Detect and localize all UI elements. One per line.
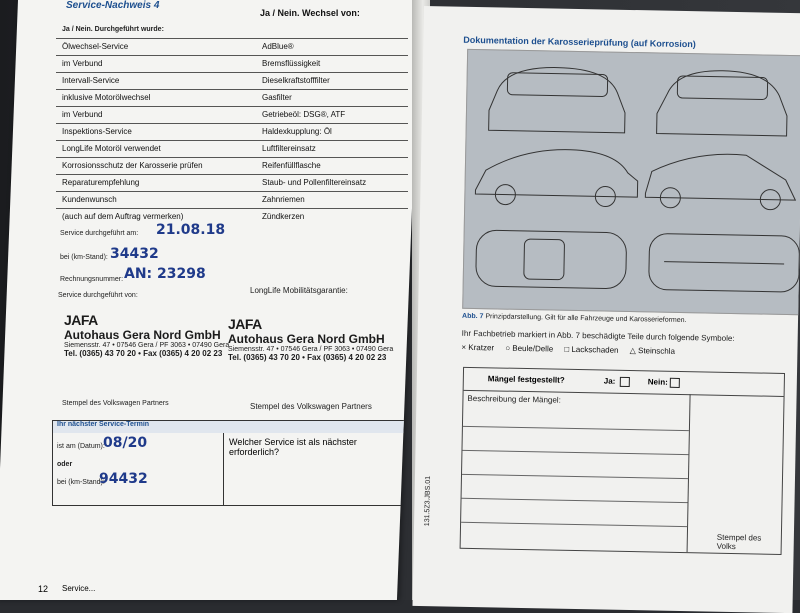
left-item: Ölwechsel-Service (62, 42, 129, 51)
dealer-stamp-right (228, 316, 393, 362)
legend-dent: ○ Beule/Delle (505, 343, 554, 354)
stamp-name-2: Autohaus Gera Nord GmbH (228, 332, 385, 346)
legend-stone: △ Steinschla (629, 346, 676, 356)
km-label: bei (km-Stand): (60, 254, 108, 261)
right-item: Dieselkraftstofffilter (262, 76, 330, 85)
description-line (463, 426, 689, 431)
page-number: 12 (38, 584, 49, 594)
next-service-box (52, 420, 410, 506)
car-outline-illustration (463, 50, 800, 314)
description-line (462, 450, 688, 455)
description-label: Beschreibung der Mängel: (467, 393, 561, 405)
next-km-value: 94432 (99, 471, 148, 487)
left-item: LongLife Motoröl verwendet (62, 144, 161, 153)
left-item: im Verbund (62, 59, 103, 68)
description-line (461, 522, 687, 527)
right-item: Getriebeöl: DSG®, ATF (262, 110, 346, 119)
header-left: Ja / Nein. Durchgeführt wurde: (62, 26, 164, 33)
service-date-value: 21.08.18 (156, 222, 226, 238)
figure-caption (462, 313, 687, 324)
right-item: Staub- und Pollenfiltereinsatz (262, 178, 367, 187)
right-item: Luftfiltereinsatz (262, 144, 316, 153)
left-item: im Verbund (62, 110, 103, 119)
description-line (462, 474, 688, 479)
km-value: 34432 (110, 246, 159, 262)
description-line (462, 498, 688, 503)
right-item: Zündkerzen (262, 212, 305, 221)
legend-intro: Ihr Fachbetrieb markiert in Abb. 7 beschädigte Teile durch folgende Symbole: (461, 328, 735, 344)
stamp-brand-2: JAFA (228, 316, 262, 332)
legend-symbols (461, 343, 675, 356)
left-item: Intervall-Service (62, 76, 120, 85)
invoice-value: AN: 23298 (124, 266, 206, 282)
right-item: AdBlue® (262, 42, 294, 51)
side-code: 131.5Z3.JBS.01 (424, 475, 432, 527)
stamp-address: Siemensstr. 47 • 07546 Gera / PF 3063 • 07490 Gera (64, 342, 230, 349)
next-service-question: Welcher Service ist als nächster erforderlich? (229, 437, 357, 457)
next-date-label: ist am (Datum): (57, 443, 105, 450)
stamp-name: Autohaus Gera Nord GmbH (64, 328, 221, 342)
right-item: Gasfilter (262, 93, 292, 102)
stamp-phone: Tel. (0365) 43 70 20 • Fax (0365) 4 20 02 23 (64, 349, 223, 358)
no-checkbox[interactable] (670, 378, 680, 388)
left-item: Korrosionsschutz der Karosserie prüfen (62, 161, 203, 170)
footer-text: Service... (62, 584, 96, 593)
car-diagram (462, 49, 800, 316)
right-item: Reifenfüllflasche (262, 161, 321, 170)
defects-box (460, 367, 785, 555)
invoice-label: Rechnungsnummer: (60, 276, 124, 283)
performed-by-label: Service durchgeführt von: (58, 292, 138, 299)
caption-label: Abb. 7 (461, 312, 484, 321)
left-item: Reparaturempfehlung (62, 178, 140, 187)
yes-label: Ja: (603, 376, 616, 386)
page-title: Service-Nachweis 4 (66, 0, 160, 11)
left-item: Kundenwunsch (62, 195, 117, 204)
yes-checkbox[interactable] (620, 377, 630, 387)
left-item: (auch auf dem Auftrag vermerken) (62, 212, 184, 221)
service-date-label: Service durchgeführt am: (60, 230, 139, 237)
defects-label: Mängel festgestellt? (487, 374, 565, 385)
legend-scratch: × Kratzer (461, 342, 495, 353)
defects-header (464, 368, 784, 397)
stamp-phone-2: Tel. (0365) 43 70 20 • Fax (0365) 4 20 02 23 (228, 353, 387, 362)
next-km-label: bei (km-Stand): (57, 479, 105, 486)
next-date-value: 08/20 (103, 435, 148, 451)
right-page (412, 6, 800, 613)
left-item: Inspektions-Service (62, 127, 132, 136)
checklist-row (56, 208, 408, 229)
divider (223, 433, 224, 505)
longlife-label: LongLife Mobilitätsgarantie: (250, 286, 348, 295)
stamp-address-2: Siemensstr. 47 • 07546 Gera / PF 3063 • 07490 Gera (228, 346, 394, 353)
right-stamp-caption: Stempel des Volks (716, 532, 762, 552)
stamp-caption-left: Stempel des Volkswagen Partners (62, 400, 169, 407)
right-item: Bremsflüssigkeit (262, 59, 321, 68)
next-service-title: Ihr nächster Service-Termin (53, 421, 413, 433)
header-right: Ja / Nein. Wechsel von: (260, 8, 360, 18)
legend-paint: □ Lackschaden (564, 344, 619, 355)
no-label: Nein: (647, 377, 668, 387)
or-label: oder (57, 461, 73, 468)
right-item: Zahnriemen (262, 195, 305, 204)
stamp-brand: JAFA (64, 312, 98, 328)
dealer-stamp-left (64, 312, 229, 358)
caption-text: Prinzipdarstellung. Gilt für alle Fahrzeuge und Karosserieformen. (485, 313, 687, 325)
left-item: inklusive Motorölwechsel (62, 93, 151, 102)
right-item: Haldexkupplung: Öl (262, 127, 332, 136)
stamp-caption-right: Stempel des Volkswagen Partners (250, 402, 372, 411)
defects-divider (687, 394, 691, 552)
right-page-title: Dokumentation der Karosserieprüfung (auf Korrosion) (463, 34, 696, 50)
